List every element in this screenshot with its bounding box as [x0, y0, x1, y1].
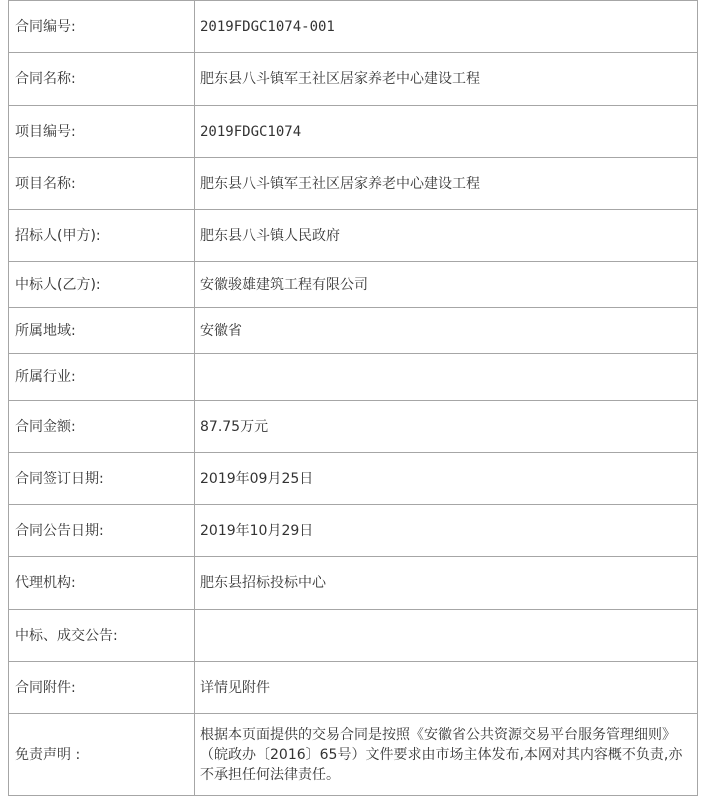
industry-label: 所属行业: — [9, 354, 195, 401]
contract-amount-label: 合同金额: — [9, 401, 195, 453]
row-project-name — [9, 158, 698, 210]
attachment-label: 合同附件: — [9, 662, 195, 714]
industry-value — [195, 354, 698, 401]
tenderer-label: 招标人(甲方): — [9, 210, 195, 262]
region-value: 安徽省 — [195, 308, 698, 354]
row-project-number — [9, 106, 698, 158]
disclaimer-value: 根据本页面提供的交易合同是按照《安徽省公共资源交易平台服务管理细则》（皖政办〔2016〕65号）文件要求由市场主体发布,本网对其内容概不负责,亦不承担任何法律责任。 — [195, 714, 698, 796]
row-agency — [9, 557, 698, 610]
row-tenderer — [9, 210, 698, 262]
row-region — [9, 308, 698, 354]
row-industry — [9, 354, 698, 401]
row-contract-amount — [9, 401, 698, 453]
row-disclaimer — [9, 714, 698, 796]
row-contract-name — [9, 53, 698, 106]
signing-date-label: 合同签订日期: — [9, 453, 195, 505]
row-winning-bidder — [9, 262, 698, 308]
attachment-value[interactable]: 详情见附件 — [195, 662, 698, 714]
row-announcement-date — [9, 505, 698, 557]
announcement-date-value: 2019年10月29日 — [195, 505, 698, 557]
contract-number-value: 2019FDGC1074-001 — [195, 1, 698, 53]
winning-bidder-value: 安徽骏雄建筑工程有限公司 — [195, 262, 698, 308]
tenderer-value: 肥东县八斗镇人民政府 — [195, 210, 698, 262]
project-name-label: 项目名称: — [9, 158, 195, 210]
contract-amount-value: 87.75万元 — [195, 401, 698, 453]
contract-name-value: 肥东县八斗镇军王社区居家养老中心建设工程 — [195, 53, 698, 106]
project-name-value: 肥东县八斗镇军王社区居家养老中心建设工程 — [195, 158, 698, 210]
winning-bidder-label: 中标人(乙方): — [9, 262, 195, 308]
row-award-announcement — [9, 610, 698, 662]
award-announcement-label: 中标、成交公告: — [9, 610, 195, 662]
signing-date-value: 2019年09月25日 — [195, 453, 698, 505]
row-attachment — [9, 662, 698, 714]
project-number-value: 2019FDGC1074 — [195, 106, 698, 158]
announcement-date-label: 合同公告日期: — [9, 505, 195, 557]
award-announcement-value — [195, 610, 698, 662]
project-number-label: 项目编号: — [9, 106, 195, 158]
disclaimer-label: 免责声明 : — [9, 714, 195, 796]
region-label: 所属地域: — [9, 308, 195, 354]
contract-info-table — [8, 0, 698, 796]
agency-label: 代理机构: — [9, 557, 195, 610]
contract-number-label: 合同编号: — [9, 1, 195, 53]
contract-name-label: 合同名称: — [9, 53, 195, 106]
row-signing-date — [9, 453, 698, 505]
row-contract-number — [9, 1, 698, 53]
agency-value: 肥东县招标投标中心 — [195, 557, 698, 610]
